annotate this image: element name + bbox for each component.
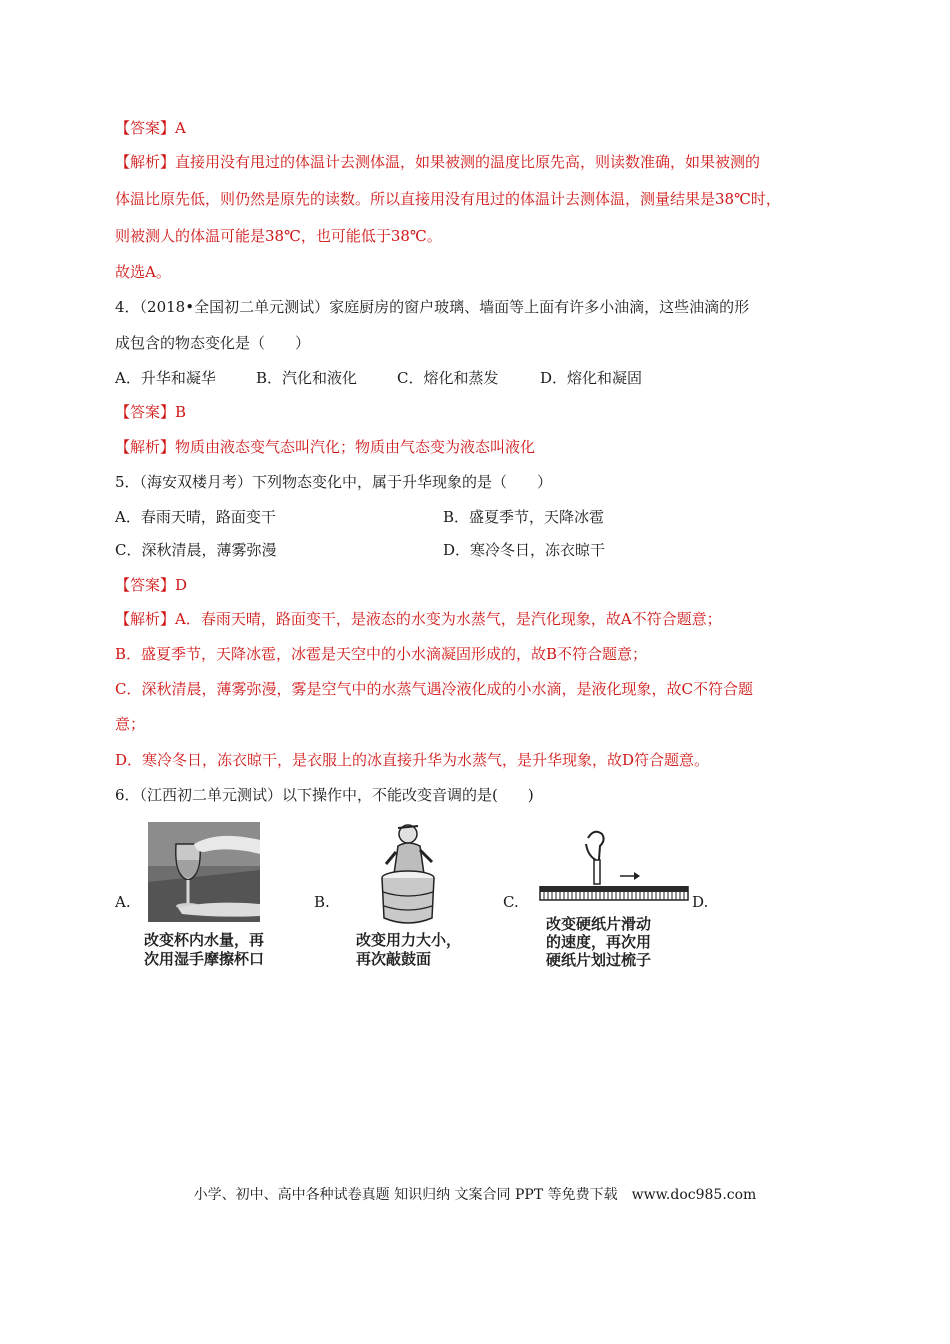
- q5-analysis-line-3: C．深秋清晨，薄雾弥漫，雾是空气中的水蒸气遇冷液化成的小水滴，是液化现象，故C不符合题: [115, 680, 753, 698]
- q5-answer: 【答案】D: [115, 576, 188, 594]
- q6-option-a-caption-1: 改变杯内水量，再: [144, 931, 265, 949]
- q4-stem-line-2: 成包含的物态变化是（ ）: [115, 334, 311, 352]
- q6-stem: 6．（江西初二单元测试）以下操作中，不能改变音调的是( ): [115, 786, 534, 804]
- q6-option-b-label: B.: [314, 893, 330, 911]
- q6-option-a-caption-2: 次用湿手摩擦杯口: [144, 950, 265, 968]
- q4-stem-line-1: 4．（2018•全国初二单元测试）家庭厨房的窗户玻璃、墙面等上面有许多小油滴，这些油滴的形: [115, 298, 750, 316]
- q6-option-c-caption-2: 的速度，再次用: [546, 933, 652, 951]
- q4-answer: 【答案】B: [115, 403, 187, 421]
- q3-analysis-line-2: 体温比原先低，则仍然是原先的读数。所以直接用没有甩过的体温计去测体温，测量结果是38℃时，: [115, 190, 781, 208]
- q3-answer: 【答案】A: [115, 119, 186, 137]
- q3-analysis-line-1: 【解析】直接用没有甩过的体温计去测体温，如果被测的温度比原先高，则读数准确，如果被测的: [115, 153, 761, 171]
- q5-option-a: A．春雨天晴，路面变干: [115, 508, 276, 526]
- q6-option-c-caption-3: 硬纸片划过梳子: [546, 951, 652, 969]
- q3-conclusion: 故选A。: [115, 263, 171, 281]
- q5-option-c: C．深秋清晨，薄雾弥漫: [115, 541, 277, 559]
- q4-option-a: A．升华和凝华: [115, 369, 216, 387]
- q6-option-c-label: C.: [503, 893, 519, 911]
- q6-option-d-label: D.: [692, 893, 709, 911]
- q6-option-b-caption-1: 改变用力大小，: [356, 931, 462, 949]
- q5-analysis-line-5: D．寒冷冬日，冻衣晾干，是衣服上的冰直接升华为水蒸气，是升华现象，故D符合题意。: [115, 751, 710, 769]
- q5-analysis-line-2: B．盛夏季节，天降冰雹，冰雹是天空中的小水滴凝固形成的，故B不符合题意；: [115, 645, 648, 663]
- q6-option-b-caption-2: 再次敲鼓面: [356, 950, 432, 968]
- q6-option-a-label: A.: [115, 893, 131, 911]
- drummer-illustration: [372, 818, 442, 934]
- q4-option-c: C．熔化和蒸发: [397, 369, 499, 387]
- q5-option-b: B．盛夏季节，天降冰雹: [443, 508, 605, 526]
- q6-option-c-caption-1: 改变硬纸片滑动: [546, 915, 652, 933]
- q4-analysis: 【解析】物质由液态变气态叫汽化；物质由气态变为液态叫液化: [115, 438, 536, 456]
- comb-card-illustration: [538, 826, 690, 914]
- q4-option-d: D．熔化和凝固: [540, 369, 643, 387]
- q5-analysis-line-1: 【解析】A．春雨天晴，路面变干，是液态的水变为水蒸气，是汽化现象，故A不符合题意；: [115, 610, 722, 628]
- q5-analysis-line-4: 意；: [115, 715, 146, 733]
- page-footer: 小学、初中、高中各种试卷真题 知识归纳 文案合同 PPT 等免费下载 www.doc985.com: [193, 1187, 757, 1203]
- wine-glass-photo: [148, 822, 260, 926]
- q3-analysis-line-3: 则被测人的体温可能是38℃，也可能低于38℃。: [115, 227, 442, 245]
- q5-stem: 5．（海安双楼月考）下列物态变化中，属于升华现象的是（ ）: [115, 473, 553, 491]
- q4-option-b: B．汽化和液化: [256, 369, 358, 387]
- q5-option-d: D．寒冷冬日，冻衣晾干: [443, 541, 606, 559]
